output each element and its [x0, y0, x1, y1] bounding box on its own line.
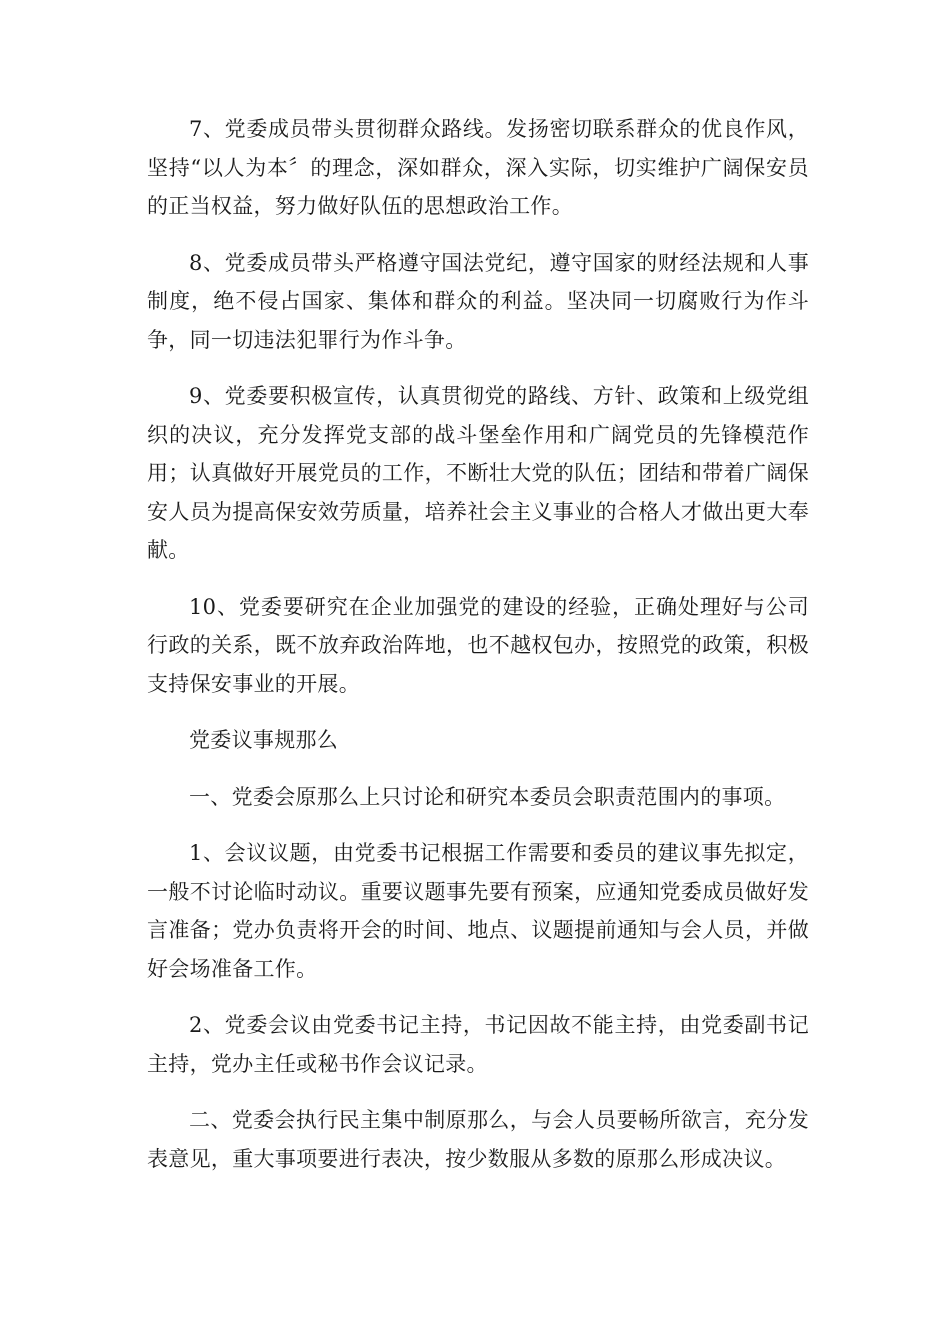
paragraph-item-10: 10、党委要研究在企业加强党的建设的经验，正确处理好与公司行政的关系，既不放弃政治阵地，也不越权包办，按照党的政策，积极支持保安事业的开展。: [147, 594, 809, 696]
paragraph-item-8: 8、党委成员带头严格遵守国法党纪，遵守国家的财经法规和人事制度，绝不侵占国家、集体和群众的利益。坚决同一切腐败行为作斗争，同一切违法犯罪行为作斗争。: [147, 250, 809, 352]
rule-item-2: 2、党委会议由党委书记主持，书记因故不能主持，由党委副书记主持，党办主任或秘书作会议记录。: [147, 1013, 809, 1076]
paragraph-item-7: 7、党委成员带头贯彻群众路线。发扬密切联系群众的优良作风，坚持“以人为本〞的理念，深如群众，深入实际，切实维护广阔保安员的正当权益，努力做好队伍的思想政治工作。: [147, 117, 809, 218]
paragraph-item-9: 9、党委要积极宣传，认真贯彻党的路线、方针、政策和上级党组织的决议，充分发挥党支部的战斗堡垒作用和广阔党员的先锋模范作用；认真做好开展党员的工作，不断壮大党的队伍；团结和带着广阔保安人员为提高保安效劳质量，培养社会主义事业的合格人才做出更大奉献。: [147, 384, 809, 562]
section-heading: 党委议事规那么: [189, 728, 339, 752]
document-body: [147, 110, 809, 1196]
rule-item-1: 1、会议议题，由党委书记根据工作需要和委员的建议事先拟定，一般不讨论临时动议。重要议题事先要有预案，应通知党委成员做好发言准备；党办负责将开会的时间、地点、议题提前通知与会人员，并做好会场准备工作。: [147, 841, 809, 981]
rule-section-one: 一、党委会原那么上只讨论和研究本委员会职责范围内的事项。: [189, 784, 786, 809]
rule-section-two: 二、党委会执行民主集中制原那么，与会人员要畅所欲言，充分发表意见，重大事项要进行表决，按少数服从多数的原那么形成决议。: [147, 1108, 809, 1171]
